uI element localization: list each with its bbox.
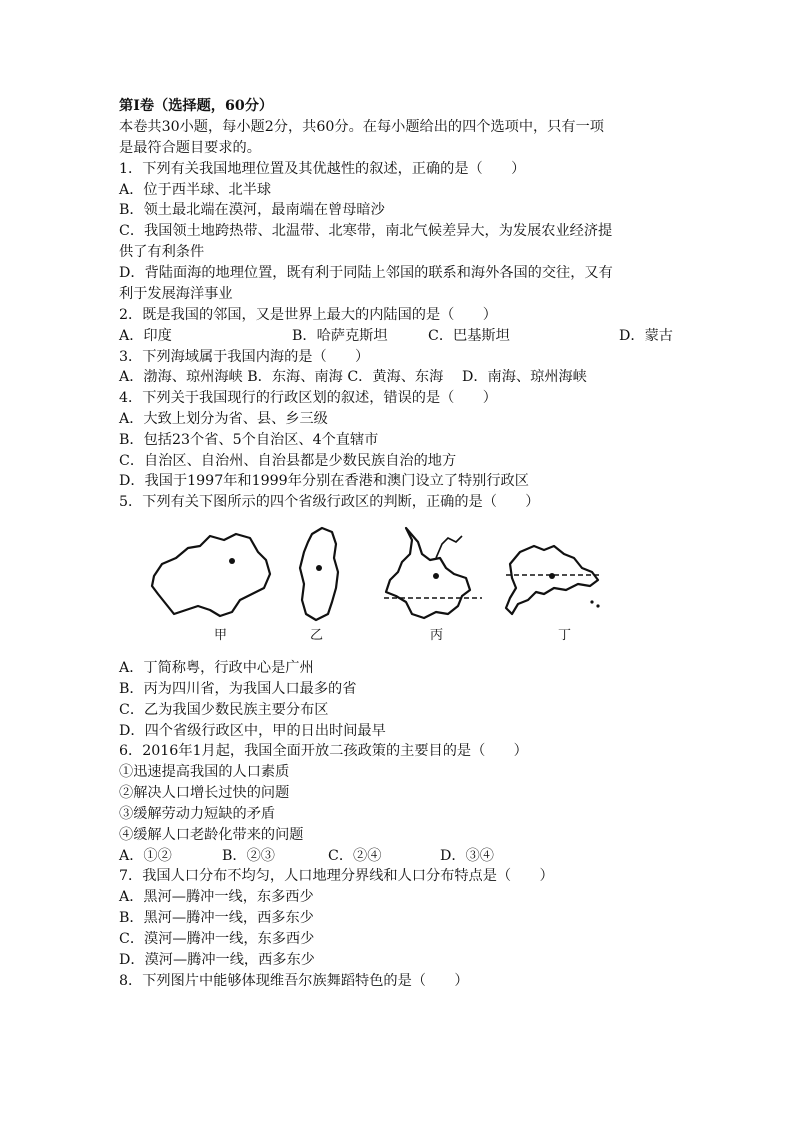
q7-option-d: D．漠河—腾冲一线，西多东少 bbox=[119, 952, 315, 968]
q2-option-c: C．巴基斯坦 bbox=[428, 328, 510, 344]
q7-option-b: B．黑河—腾冲一线，西多东少 bbox=[119, 910, 314, 926]
province-maps-figure bbox=[140, 518, 640, 653]
map-ding-outline bbox=[506, 546, 598, 614]
q6-item-4: ④缓解人口老龄化带来的问题 bbox=[119, 827, 304, 843]
map-ding-island-2 bbox=[596, 604, 599, 607]
map-label-ding: 丁 bbox=[558, 628, 572, 643]
q5-option-a: A．丁简称粤，行政中心是广州 bbox=[119, 660, 314, 676]
map-jia-capital-dot bbox=[229, 558, 235, 564]
q6-option-d: D．③④ bbox=[440, 848, 494, 864]
q6-item-1: ①迅速提高我国的人口素质 bbox=[119, 764, 290, 780]
map-ding-capital-dot bbox=[549, 573, 555, 579]
q5-stem: 5．下列有关下图所示的四个省级行政区的判断，正确的是（ ） bbox=[119, 494, 540, 510]
q5-option-b: B．丙为四川省，为我国人口最多的省 bbox=[119, 681, 357, 697]
q4-option-b: B．包括23个省、5个自治区、4个直辖市 bbox=[119, 432, 379, 448]
q7-stem: 7．我国人口分布不均匀，人口地理分界线和人口分布特点是（ ） bbox=[119, 868, 554, 884]
q2-option-a: A．印度 bbox=[119, 328, 172, 344]
q1-option-a: A．位于西半球、北半球 bbox=[119, 182, 272, 198]
section-title: 第Ⅰ卷（选择题，60分） bbox=[119, 98, 274, 114]
q6-option-a: A．①② bbox=[119, 848, 172, 864]
map-ding-island-1 bbox=[590, 600, 593, 603]
map-jia-outline bbox=[152, 534, 270, 616]
q1-option-c: C．我国领土地跨热带、北温带、北寒带，南北气候差异大，为发展农业经济提 bbox=[119, 223, 613, 239]
q2-option-d: D．蒙古 bbox=[619, 328, 673, 344]
instructions-line-2: 是最符合题目要求的。 bbox=[119, 140, 261, 156]
q3-options: A．渤海、琼州海峡 B．东海、南海 C．黄海、东海 D．南海、琼州海峡 bbox=[119, 369, 587, 385]
q4-option-a: A．大致上划分为省、县、乡三级 bbox=[119, 411, 328, 427]
q6-option-c: C．②④ bbox=[328, 848, 382, 864]
map-label-bing: 丙 bbox=[430, 628, 444, 643]
map-bing-river bbox=[436, 536, 462, 558]
q8-stem: 8．下列图片中能够体现维吾尔族舞蹈特色的是（ ） bbox=[119, 973, 469, 989]
q7-option-a: A．黑河—腾冲一线，东多西少 bbox=[119, 889, 314, 905]
q1-option-d-cont: 利于发展海洋事业 bbox=[119, 286, 233, 302]
q1-option-b: B．领土最北端在漠河，最南端在曾母暗沙 bbox=[119, 202, 385, 218]
q4-stem: 4．下列关于我国现行的行政区划的叙述，错误的是（ ） bbox=[119, 390, 497, 406]
q7-option-c: C．漠河—腾冲一线，东多西少 bbox=[119, 931, 315, 947]
map-yi-outline bbox=[300, 528, 338, 620]
q3-stem: 3．下列海域属于我国内海的是（ ） bbox=[119, 349, 370, 365]
q2-stem: 2．既是我国的邻国，又是世界上最大的内陆国的是（ ） bbox=[119, 307, 497, 323]
map-bing-capital-dot bbox=[433, 573, 439, 579]
q6-stem: 6．2016年1月起，我国全面开放二孩政策的主要目的是（ ） bbox=[119, 743, 528, 759]
instructions-line-1: 本卷共30小题，每小题2分，共60分。在每小题给出的四个选项中，只有一项 bbox=[119, 119, 604, 135]
q4-option-c: C．自治区、自治州、自治县都是少数民族自治的地方 bbox=[119, 453, 457, 469]
q1-option-d: D．背陆面海的地理位置，既有利于同陆上邻国的联系和海外各国的交往，又有 bbox=[119, 265, 613, 281]
q1-option-c-cont: 供了有利条件 bbox=[119, 244, 205, 260]
q1-stem: 1．下列有关我国地理位置及其优越性的叙述，正确的是（ ） bbox=[119, 161, 526, 177]
q5-option-d: D．四个省级行政区中，甲的日出时间最早 bbox=[119, 723, 386, 739]
q4-option-d: D．我国于1997年和1999年分别在香港和澳门设立了特别行政区 bbox=[119, 473, 529, 489]
map-label-yi: 乙 bbox=[310, 628, 324, 643]
map-label-jia: 甲 bbox=[214, 628, 228, 643]
q5-option-c: C．乙为我国少数民族主要分布区 bbox=[119, 702, 329, 718]
q6-item-2: ②解决人口增长过快的问题 bbox=[119, 785, 290, 801]
q6-item-3: ③缓解劳动力短缺的矛盾 bbox=[119, 806, 276, 822]
q2-option-b: B．哈萨克斯坦 bbox=[292, 328, 388, 344]
q6-option-b: B．②③ bbox=[222, 848, 275, 864]
map-yi-capital-dot bbox=[316, 565, 322, 571]
